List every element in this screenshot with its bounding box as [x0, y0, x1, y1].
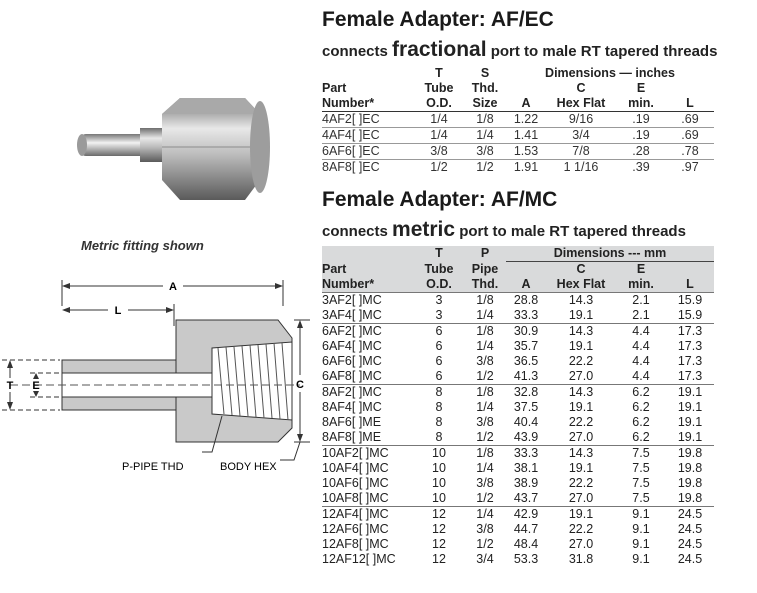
part-number-cell: 12AF12[ ]MC — [322, 552, 396, 566]
table-cell: 38.9 — [513, 476, 539, 490]
table-row — [322, 112, 714, 128]
table-cell: 3/8 — [414, 144, 464, 160]
table-cell: .69 — [666, 128, 714, 144]
table-cell: 19.1 — [677, 400, 703, 414]
table-cell: 3/4 — [546, 128, 616, 144]
table-cell: 7.5 — [632, 461, 650, 475]
table-cell: 3 — [414, 293, 464, 309]
table-cell: 28.8 — [506, 293, 546, 309]
table-row — [322, 160, 714, 176]
table-cell: 6.2 — [632, 430, 650, 444]
table-cell: 36.5 — [513, 354, 539, 368]
table-row — [322, 369, 714, 385]
table-cell: 9.1 — [616, 507, 666, 523]
table-cell: 3/8 — [476, 354, 494, 368]
table-cell: 31.8 — [568, 552, 594, 566]
table-cell: 3/8 — [476, 476, 494, 490]
metric-subtitle: connects metric port to male RT tapered threads — [322, 218, 686, 241]
table-cell: 38.1 — [513, 461, 539, 475]
table-cell: 1/4 — [476, 339, 494, 353]
table-cell: 22.2 — [568, 415, 594, 429]
table-cell: 4.4 — [632, 339, 650, 353]
table-cell: 8 — [435, 415, 443, 429]
table-cell: 27.0 — [568, 430, 594, 444]
table-cell: 37.5 — [513, 400, 539, 414]
table-cell: 1.41 — [506, 128, 546, 144]
table-cell: .69 — [666, 112, 714, 128]
table-cell: 7.5 — [616, 446, 666, 462]
table-cell: 1/2 — [476, 369, 494, 383]
table-cell: 8 — [414, 385, 464, 401]
table-cell: 12 — [432, 537, 446, 551]
table-row — [322, 522, 714, 537]
table-cell: 7.5 — [632, 476, 650, 490]
table-row — [322, 491, 714, 507]
part-number-cell: 6AF2[ ]MC — [322, 324, 414, 340]
metric-dimensions-header: Dimensions --- mm — [506, 246, 714, 262]
table-cell: 4.4 — [632, 354, 650, 368]
fractional-dimensions-header: Dimensions — inches — [545, 66, 675, 80]
table-cell: 40.4 — [513, 415, 539, 429]
table-cell: 19.8 — [677, 476, 703, 490]
part-number-cell: 3AF4[ ]MC — [322, 308, 382, 322]
part-number-cell: 6AF8[ ]MC — [322, 369, 382, 383]
table-cell: 41.3 — [513, 369, 539, 383]
table-cell: 19.8 — [677, 461, 703, 475]
table-cell: 17.3 — [677, 354, 703, 368]
metric-title: Female Adapter: AF/MC — [322, 188, 558, 211]
table-cell: 9.1 — [632, 537, 650, 551]
table-row — [322, 476, 714, 491]
fitting-photo — [70, 92, 280, 212]
table-cell: 1/4 — [414, 112, 464, 128]
table-cell: 22.2 — [568, 354, 594, 368]
table-cell: 53.3 — [513, 552, 539, 566]
part-number-cell: 4AF4[ ]EC — [322, 128, 414, 144]
table-cell: 4.4 — [616, 324, 666, 340]
table-cell: 30.9 — [506, 324, 546, 340]
part-number-cell: 4AF2[ ]EC — [322, 112, 414, 128]
table-cell: 19.1 — [546, 507, 616, 523]
table-cell: 43.7 — [513, 491, 539, 505]
table-row — [322, 339, 714, 354]
table-cell: 35.7 — [513, 339, 539, 353]
table-cell: 10 — [432, 461, 446, 475]
table-cell: 1/4 — [464, 507, 506, 523]
table-row — [322, 144, 714, 160]
part-number-cell: 12AF6[ ]MC — [322, 522, 389, 536]
part-number-cell: 10AF6[ ]MC — [322, 476, 389, 490]
table-cell: 7/8 — [546, 144, 616, 160]
part-number-cell: 10AF8[ ]MC — [322, 491, 389, 505]
table-cell: 1/4 — [414, 128, 464, 144]
part-number-cell: 8AF8[ ]ME — [322, 430, 382, 444]
table-cell: 27.0 — [568, 369, 594, 383]
table-cell: 3/8 — [476, 415, 494, 429]
table-cell: 19.8 — [666, 446, 714, 462]
table-cell: .19 — [616, 112, 666, 128]
table-cell: 9/16 — [546, 112, 616, 128]
part-number-cell: 8AF8[ ]EC — [322, 160, 414, 176]
table-cell: 19.1 — [568, 461, 594, 475]
table-cell: 1/4 — [476, 400, 494, 414]
table-cell: 6 — [435, 339, 443, 353]
table-cell: 33.3 — [506, 446, 546, 462]
table-cell: 1/4 — [476, 308, 494, 322]
table-cell: .28 — [616, 144, 666, 160]
table-row — [322, 400, 714, 415]
table-cell: 9.1 — [632, 522, 650, 536]
table-cell: 10 — [432, 476, 446, 490]
table-cell: 27.0 — [568, 537, 594, 551]
table-cell: 42.9 — [506, 507, 546, 523]
table-cell: 6.2 — [632, 400, 650, 414]
fractional-dimensions-table: T S Dimensions — inches Part Tube Thd. C E Number* O.D. Size A Hex Flat min. L 4AF2[ ]EC 1/4 1/8 1.22 9/16 .19 .69 4AF4[ ]EC 1/4 1/4 1.41 3/4 .19 .69 6AF6[ ]EC 3/8 3/8 1.53 7/8 .28 .78 8AF8[ ]EC 1/2 1/2 1.91 1 1/16 .39 .97 — [322, 66, 714, 175]
dim-label-a: A — [169, 281, 177, 293]
table-row — [322, 354, 714, 369]
table-cell: 19.1 — [568, 339, 594, 353]
part-number-cell: 6AF6[ ]EC — [322, 144, 414, 160]
table-cell: 33.3 — [513, 308, 539, 322]
table-cell: 48.4 — [513, 537, 539, 551]
table-row — [322, 415, 714, 430]
table-row — [322, 552, 714, 567]
table-cell: 7.5 — [632, 491, 650, 505]
part-number-cell: 8AF4[ ]MC — [322, 400, 382, 414]
table-cell: 24.5 — [677, 552, 703, 566]
table-cell: 43.9 — [513, 430, 539, 444]
table-cell: .39 — [616, 160, 666, 176]
dim-label-t: T — [6, 380, 14, 392]
part-number-cell: 3AF2[ ]MC — [322, 293, 414, 309]
table-cell: 6 — [414, 324, 464, 340]
table-cell: 3/8 — [476, 522, 494, 536]
photo-caption: Metric fitting shown — [81, 238, 204, 253]
part-number-cell: 6AF6[ ]MC — [322, 354, 382, 368]
table-cell: 2.1 — [616, 293, 666, 309]
table-cell: 6.2 — [616, 385, 666, 401]
fractional-title: Female Adapter: AF/EC — [322, 8, 554, 31]
table-cell: 14.3 — [546, 293, 616, 309]
table-cell: 1/8 — [464, 446, 506, 462]
table-cell: 22.2 — [568, 522, 594, 536]
table-cell: 6 — [435, 369, 443, 383]
table-row — [322, 128, 714, 144]
table-cell: 4.4 — [632, 369, 650, 383]
dim-label-l: L — [114, 305, 122, 317]
table-cell: 8 — [435, 400, 443, 414]
part-number-cell: 6AF4[ ]MC — [322, 339, 382, 353]
table-cell: 1/8 — [464, 293, 506, 309]
table-cell: 3/8 — [464, 144, 506, 160]
dimension-drawing — [0, 280, 320, 470]
table-cell: .97 — [666, 160, 714, 176]
label-body-hex: BODY HEX — [220, 461, 277, 470]
dim-label-c: C — [296, 379, 304, 391]
table-cell: 1/8 — [464, 385, 506, 401]
table-cell: 24.5 — [677, 522, 703, 536]
table-cell: 9.1 — [632, 552, 650, 566]
table-cell: 27.0 — [568, 491, 594, 505]
table-row — [322, 385, 714, 401]
label-pipe-thd: P-PIPE THD — [122, 461, 184, 470]
table-cell: 10 — [432, 491, 446, 505]
table-cell: 17.3 — [677, 369, 703, 383]
dim-label-e: E — [32, 380, 40, 392]
table-cell: 44.7 — [513, 522, 539, 536]
table-cell: 14.3 — [546, 385, 616, 401]
table-cell: 1.22 — [506, 112, 546, 128]
table-cell: 24.5 — [677, 537, 703, 551]
table-cell: 6.2 — [632, 415, 650, 429]
table-cell: 14.3 — [546, 324, 616, 340]
table-cell: 1/2 — [476, 537, 494, 551]
table-cell: 2.1 — [632, 308, 650, 322]
table-cell: 32.8 — [506, 385, 546, 401]
part-number-cell: 12AF4[ ]MC — [322, 507, 414, 523]
table-cell: 14.3 — [546, 446, 616, 462]
table-cell: 1.91 — [506, 160, 546, 176]
table-row — [322, 324, 714, 340]
table-cell: 12 — [432, 522, 446, 536]
table-cell: 3 — [435, 308, 443, 322]
part-number-cell: 10AF2[ ]MC — [322, 446, 414, 462]
table-cell: 19.1 — [677, 415, 703, 429]
fractional-subtitle: connects fractional port to male RT tapered threads — [322, 38, 718, 61]
table-cell: 15.9 — [666, 293, 714, 309]
table-cell: 1/2 — [476, 430, 494, 444]
table-row — [322, 430, 714, 446]
table-cell: 3/4 — [476, 552, 494, 566]
part-number-cell: 8AF6[ ]ME — [322, 415, 382, 429]
table-cell: 1/2 — [464, 160, 506, 176]
table-cell: 19.8 — [677, 491, 703, 505]
table-cell: 1/4 — [464, 128, 506, 144]
table-row — [322, 446, 714, 462]
table-row — [322, 461, 714, 476]
table-cell: 12 — [414, 507, 464, 523]
part-number-cell: 12AF8[ ]MC — [322, 537, 389, 551]
table-cell: 1/2 — [476, 491, 494, 505]
table-cell: 19.1 — [677, 430, 703, 444]
table-cell: 17.3 — [677, 339, 703, 353]
part-number-cell: 8AF2[ ]MC — [322, 385, 414, 401]
table-cell: 10 — [414, 446, 464, 462]
table-cell: 24.5 — [666, 507, 714, 523]
table-cell: 1.53 — [506, 144, 546, 160]
table-cell: .78 — [666, 144, 714, 160]
table-cell: 17.3 — [666, 324, 714, 340]
table-cell: 15.9 — [677, 308, 703, 322]
table-row — [322, 507, 714, 523]
table-row — [322, 537, 714, 552]
table-cell: 1/4 — [476, 461, 494, 475]
table-cell: 6 — [435, 354, 443, 368]
table-cell: 19.1 — [568, 308, 594, 322]
table-cell: 1/8 — [464, 112, 506, 128]
table-cell: 19.1 — [666, 385, 714, 401]
table-cell: 1/8 — [464, 324, 506, 340]
table-cell: 8 — [435, 430, 443, 444]
metric-dimensions-table: T P Dimensions --- mm Part Tube Pipe C E Number* O.D. Thd. A Hex Flat min. L 3AF2[ ]MC 3 1/8 28.8 14.3 2.1 15.9 3AF4[ ]MC 3 1/4 33.3 19.1 2.1 15.9 6AF2[ ]MC 6 1/8 30.9 14.3 4.4 17.3 6AF4[ ]MC 6 1/4 35.7 19.1 4.4 17.3 6AF6[ ]MC 6 3/8 36.5 22.2 4.4 17.3 6AF8[ ]MC 6 1/2 41.3 27.0 4.4 17.3 8AF2[ ]MC 8 1/8 32.8 14.3 6.2 19.1 8AF4[ ]MC 8 1/4 37.5 19.1 6.2 19.1 8AF6[ ]ME 8 3/8 40.4 22.2 6.2 19.1 8AF8[ ]ME 8 1/2 43.9 27.0 6.2 19.1 10AF2[ ]MC 10 1/8 33.3 14.3 7.5 19.8 10AF4[ ]MC 10 1/4 38.1 19.1 7.5 19.8 10AF6[ ]MC 10 3/8 38.9 22.2 7.5 19.8 10AF8[ ]MC 10 1/2 43.7 27.0 7.5 19.8 12AF4[ ]MC 12 1/4 42.9 19.1 9.1 24.5 12AF6[ ]MC 12 3/8 44.7 22.2 9.1 24.5 12AF8[ ]MC 12 1/2 48.4 27.0 9.1 24.5 12AF12[ ]MC 12 3/4 53.3 31.8 9.1 24.5 — [322, 246, 714, 567]
table-cell: .19 — [616, 128, 666, 144]
table-cell: 22.2 — [568, 476, 594, 490]
table-cell: 12 — [432, 552, 446, 566]
table-cell: 1 1/16 — [546, 160, 616, 176]
part-number-cell: 10AF4[ ]MC — [322, 461, 389, 475]
table-cell: 19.1 — [568, 400, 594, 414]
table-row — [322, 308, 714, 324]
table-row — [322, 293, 714, 309]
table-cell: 1/2 — [414, 160, 464, 176]
